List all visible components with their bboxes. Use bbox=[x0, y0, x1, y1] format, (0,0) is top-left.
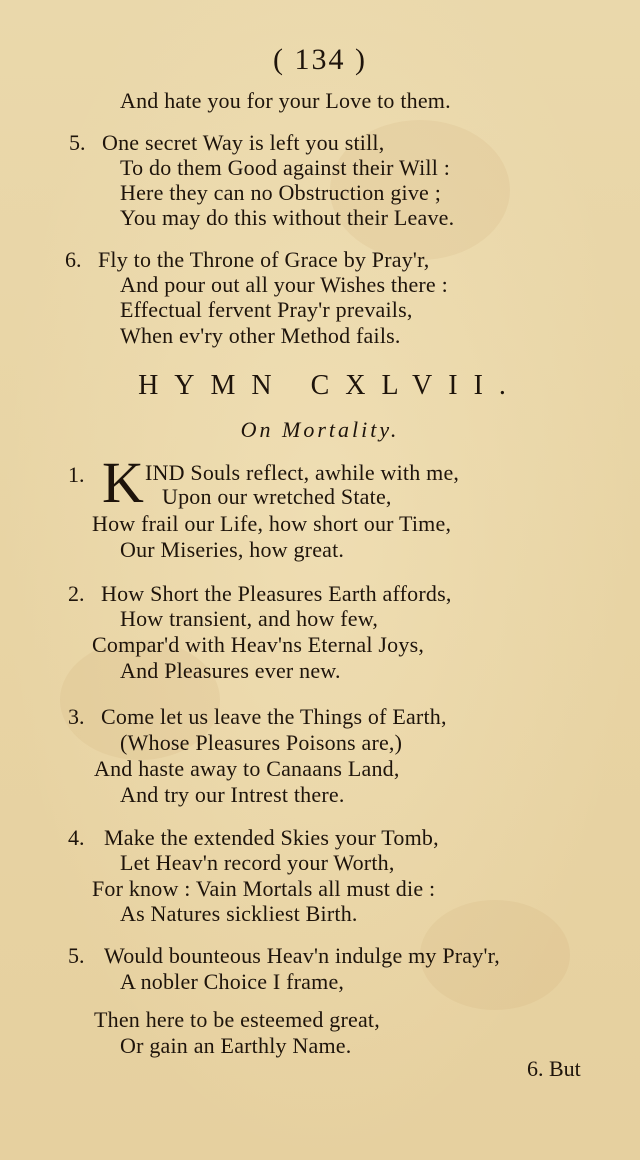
continuation-line: And hate you for your Love to them. bbox=[120, 88, 451, 113]
verse-line: You may do this without their Leave. bbox=[120, 205, 455, 230]
verse-line: Let Heav'n record your Worth, bbox=[120, 850, 395, 875]
verse-line: As Natures sickliest Birth. bbox=[120, 901, 358, 926]
verse-line: Make the extended Skies your Tomb, bbox=[104, 825, 439, 850]
verse-line: (Whose Pleasures Poisons are,) bbox=[120, 730, 403, 755]
verse-line: How Short the Pleasures Earth affords, bbox=[101, 581, 452, 606]
verse-line: And try our Intrest there. bbox=[120, 782, 345, 807]
hymn-subtitle: On Mortality. bbox=[240, 417, 400, 442]
verse-line: Fly to the Throne of Grace by Pray'r, bbox=[98, 247, 430, 272]
stanza-number: 3. bbox=[68, 704, 85, 729]
stanza-number: 5. bbox=[68, 943, 85, 968]
verse-line: Or gain an Earthly Name. bbox=[120, 1033, 352, 1058]
stanza-number: 2. bbox=[68, 581, 85, 606]
verse-line: Compar'd with Heav'ns Eternal Joys, bbox=[92, 632, 425, 657]
verse-line: How transient, and how few, bbox=[120, 606, 379, 631]
verse-line: To do them Good against their Will : bbox=[120, 155, 451, 180]
verse-line: And Pleasures ever new. bbox=[120, 658, 341, 683]
verse-line: How frail our Life, how short our Time, bbox=[92, 511, 452, 536]
verse-line: For know : Vain Mortals all must die : bbox=[92, 876, 436, 901]
verse-line: Upon our wretched State, bbox=[162, 484, 392, 509]
stanza-number: 6. bbox=[65, 247, 82, 272]
verse-line: One secret Way is left you still, bbox=[102, 130, 385, 155]
stanza-number: 1. bbox=[68, 462, 85, 487]
verse-line: And haste away to Canaans Land, bbox=[94, 756, 400, 781]
verse-line: A nobler Choice I frame, bbox=[120, 969, 345, 994]
verse-line: Here they can no Obstruction give ; bbox=[120, 180, 442, 205]
verse-line: Effectual fervent Pray'r prevails, bbox=[120, 297, 413, 322]
verse-line: And pour out all your Wishes there : bbox=[120, 272, 448, 297]
verse-line: Then here to be esteemed great, bbox=[94, 1007, 380, 1032]
verse-line: When ev'ry other Method fails. bbox=[120, 323, 401, 348]
verse-line: IND Souls reflect, awhile with me, bbox=[145, 460, 460, 485]
stanza-number: 5. bbox=[69, 130, 86, 155]
drop-cap: K bbox=[102, 450, 144, 515]
catchword: 6. But bbox=[527, 1056, 581, 1081]
verse-line: Would bounteous Heav'n indulge my Pray'r, bbox=[104, 943, 500, 968]
page-number: ( 134 ) bbox=[273, 43, 367, 76]
hymn-title: HYMN CXLVII. bbox=[138, 370, 522, 401]
stanza-number: 4. bbox=[68, 825, 85, 850]
verse-line: Come let us leave the Things of Earth, bbox=[101, 704, 447, 729]
verse-line: Our Miseries, how great. bbox=[120, 537, 345, 562]
